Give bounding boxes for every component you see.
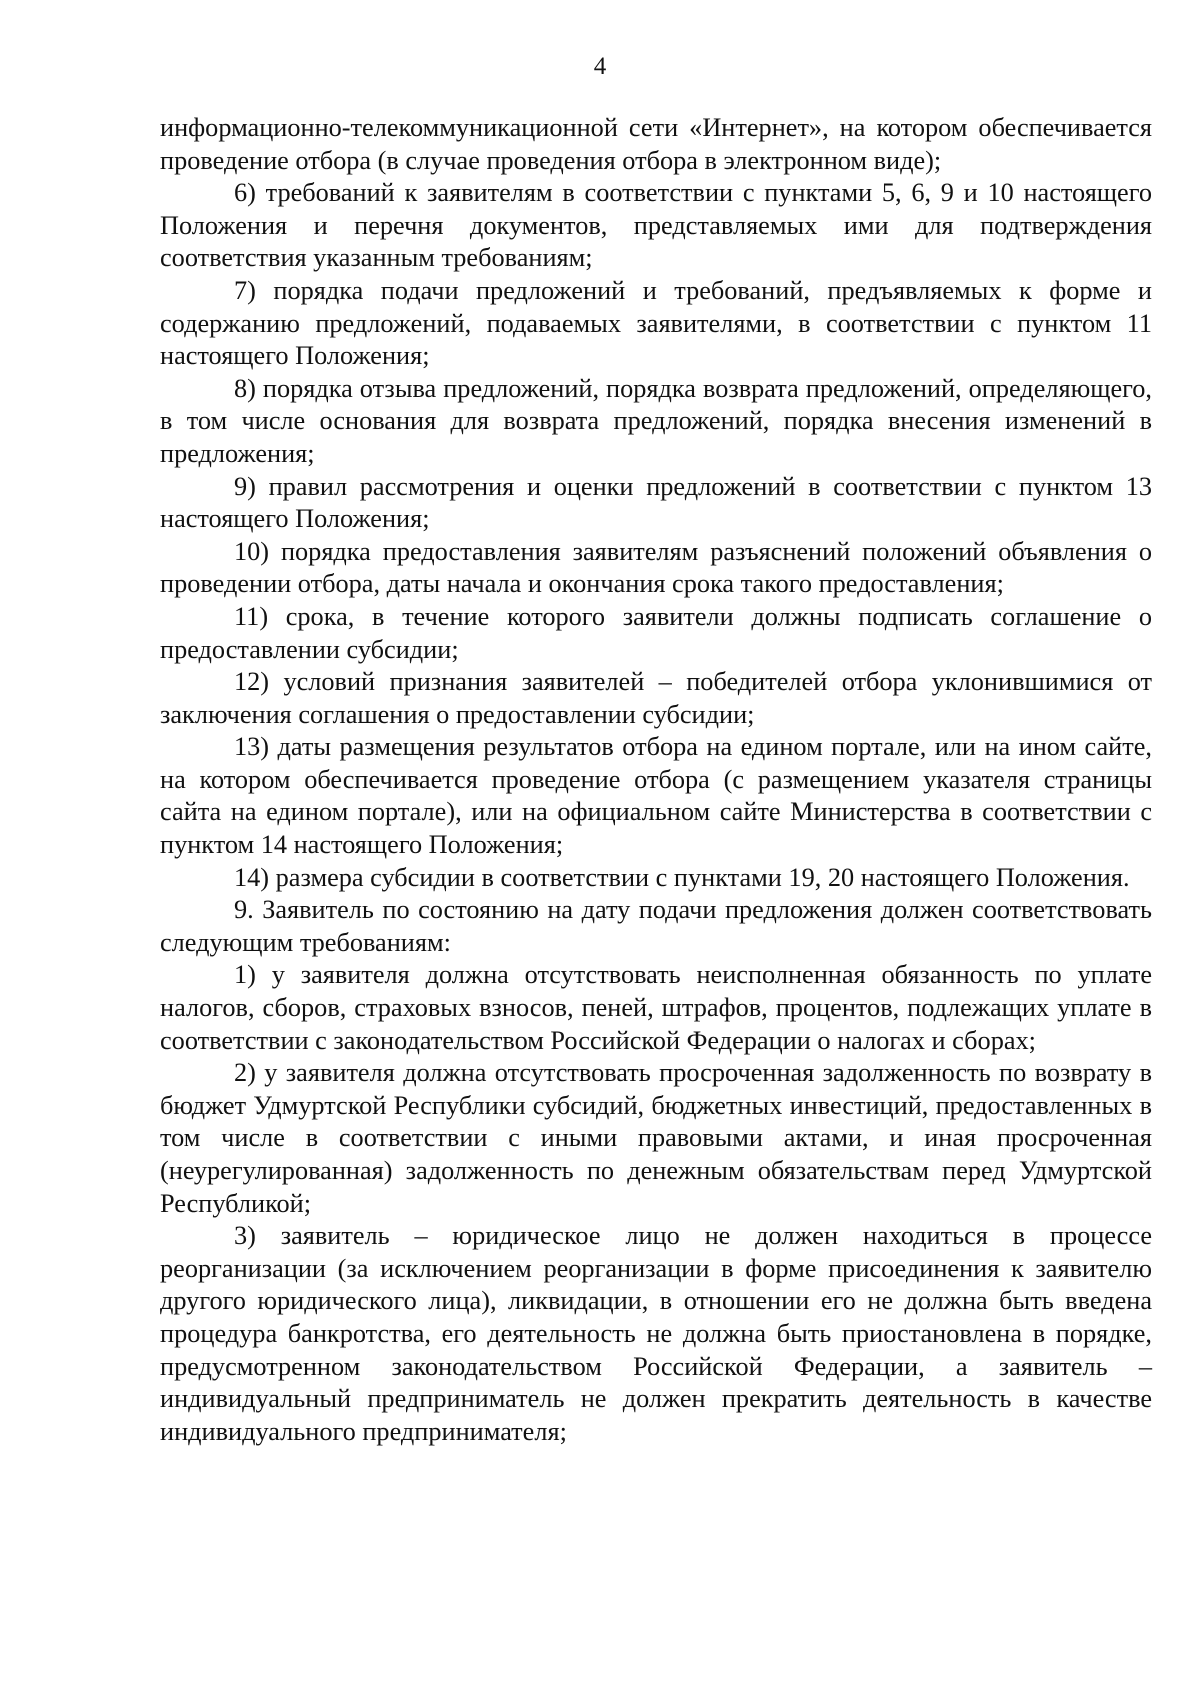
paragraph-item-11: 11) срока, в течение которого заявители должны подписать соглашение о предоставлении субсидии; [160,601,1152,664]
page-number: 4 [593,53,607,80]
paragraph-continuation: информационно-телекоммуникационной сети «Интернет», на котором обеспечивается проведение отбора (в случае проведения отбора в электронном виде); [160,113,1152,175]
paragraph-item-7: 7) порядка подачи предложений и требований, предъявляемых к форме и содержанию предложений, подаваемых заявителями, в соответствии с пунктом 11 настоящего Положения; [160,275,1152,371]
document-body [160,112,1152,1448]
paragraph-item-10: 10) порядка предоставления заявителям разъяснений положений объявления о проведении отбора, даты начала и окончания срока такого предоставления; [160,536,1152,599]
paragraph-item-6: 6) требований к заявителям в соответствии с пунктами 5, 6, 9 и 10 настоящего Положения и перечня документов, представляемых ими для подтверждения соответствия указанным требованиям; [160,178,1152,273]
paragraph-item-12: 12) условий признания заявителей – победителей отбора уклонившимися от заключения соглашения о предоставлении субсидии; [160,667,1152,729]
paragraph-section-9: 9. Заявитель по состоянию на дату подачи предложения должен соответствовать следующим требованиям: [160,895,1152,957]
paragraph-requirement-3: 3) заявитель – юридическое лицо не должен находиться в процессе реорганизации (за исключением реорганизации в форме присоединения к заявителю другого юридического лица), ликвидации, в отношении его не должна быть введена процедура банкротства, его деятельность не должна быть приостановлена в порядке, предусмотренном законодательством Российской Федерации, а заявитель – индивидуальный предприниматель не должен прекратить деятельность в качестве индивидуального предпринимателя; [160,1221,1152,1446]
paragraph-requirement-2: 2) у заявителя должна отсутствовать просроченная задолженность по возврату в бюджет Удмуртской Республики субсидий, бюджетных инвестиций, предоставленных в том числе в соответствии с иными правовыми актами, и иная просроченная (неурегулированная) задолженность по денежным обязательствам перед Удмуртской Республикой; [160,1058,1152,1218]
paragraph-item-13: 13) даты размещения результатов отбора на едином портале, или на ином сайте, на котором обеспечивается проведение отбора (с размещением указателя страницы сайта на едином портале), или на официальном сайте Министерства в соответствии с пунктом 14 настоящего Положения; [160,732,1152,860]
paragraph-item-8: 8) порядка отзыва предложений, порядка возврата предложений, определяющего, в том числе основания для возврата предложений, порядка внесения изменений в предложения; [160,373,1152,468]
paragraph-requirement-1: 1) у заявителя должна отсутствовать неисполненная обязанность по уплате налогов, сборов, страховых взносов, пеней, штрафов, процентов, подлежащих уплате в соответствии с законодательством Российской Федерации о налогах и сборах; [160,960,1152,1055]
paragraph-item-14: 14) размера субсидии в соответствии с пунктами 19, 20 настоящего Положения. [234,862,1130,892]
paragraph-item-9: 9) правил рассмотрения и оценки предложений в соответствии с пунктом 13 настоящего Положения; [160,471,1152,534]
